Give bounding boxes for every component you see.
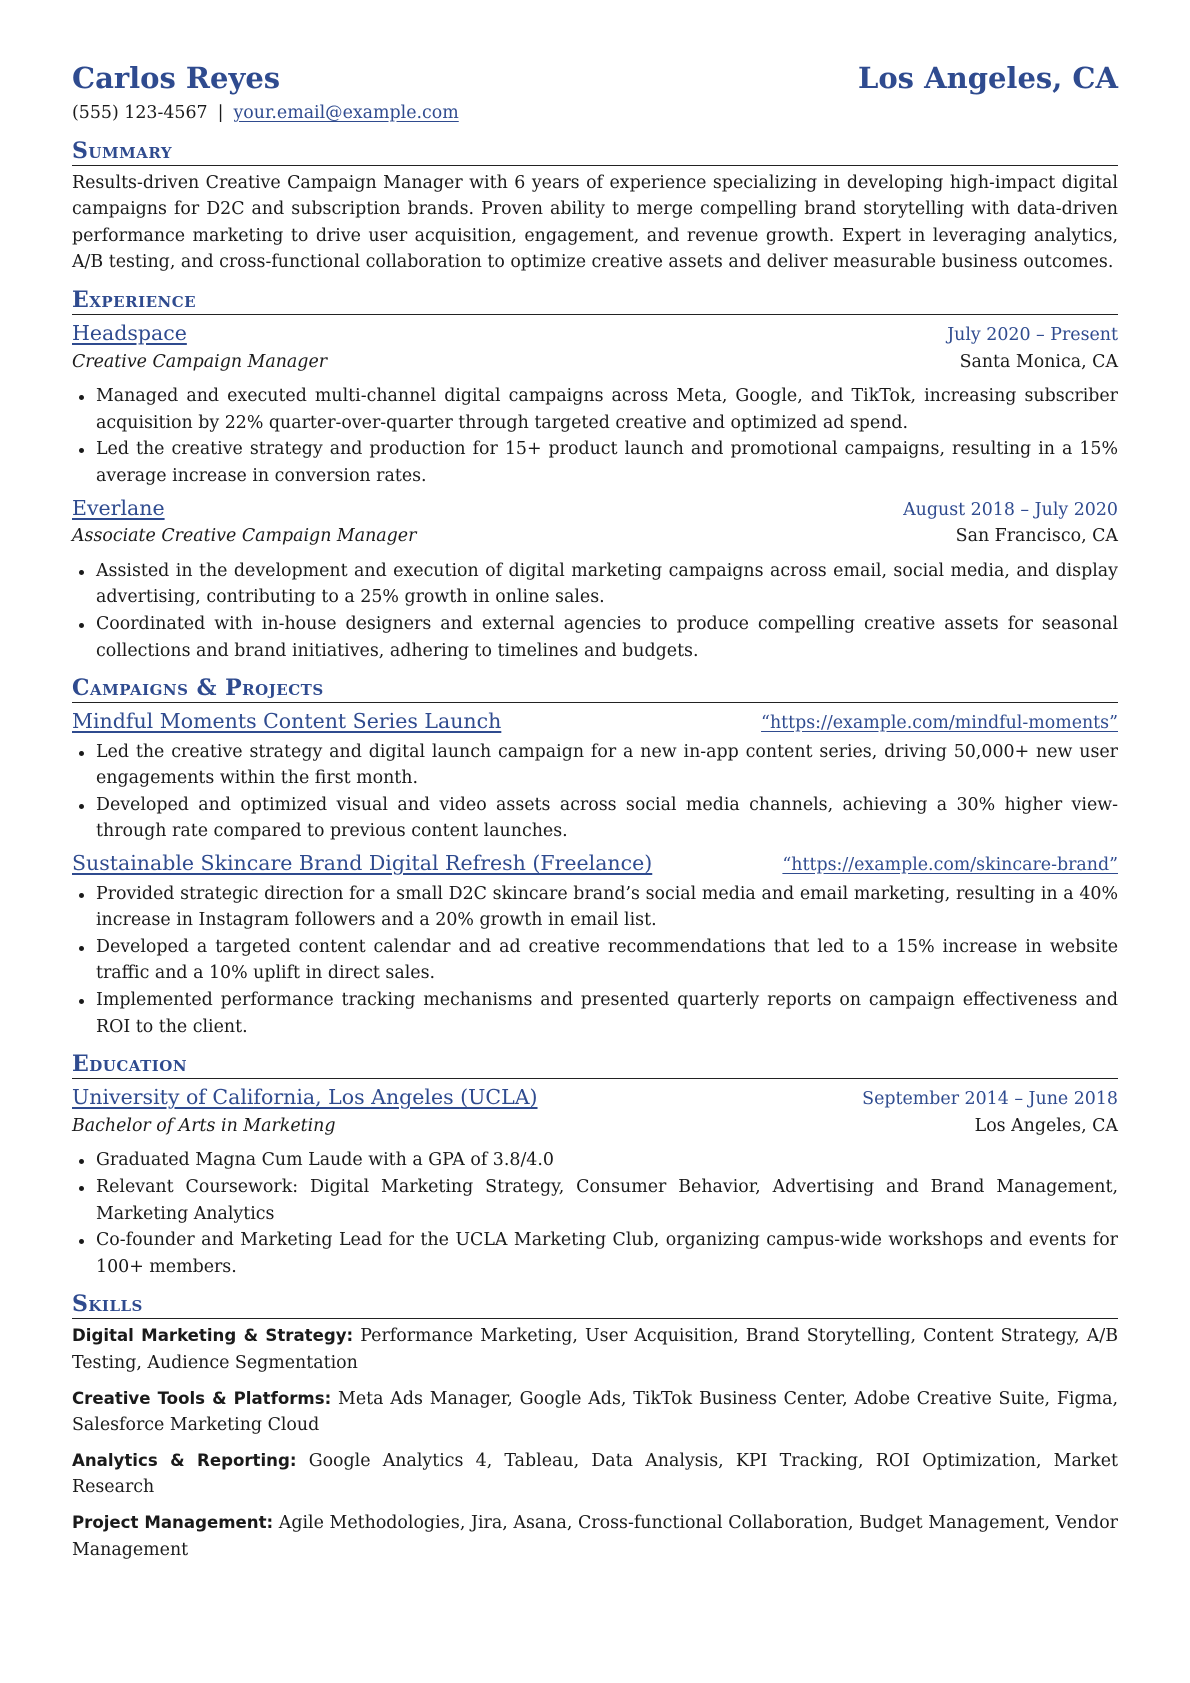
skill-label: Creative Tools & Platforms:	[72, 1388, 332, 1408]
degree: Bachelor of Arts in Marketing	[72, 1115, 336, 1136]
job-bullets	[72, 383, 1118, 489]
bullet-item: Coordinated with in-house designers and external agencies to produce compelling creative assets for seasonal collections and brand initiatives, adhering to timelines and budgets.	[96, 611, 1118, 664]
skill-group	[72, 1510, 1118, 1563]
project-bullets	[72, 739, 1118, 845]
school-link[interactable]: University of California, Los Angeles (UCLA)	[72, 1085, 538, 1110]
bullet-item: Led the creative strategy and production for 15+ product launch and promotional campaigns, resulting in a 15% average increase in conversion rates.	[96, 436, 1118, 489]
skills-list	[72, 1323, 1118, 1563]
bullet-item: Graduated Magna Cum Laude with a GPA of 3.8/4.0	[96, 1147, 1118, 1174]
resume-header	[72, 58, 1118, 98]
education-dates: September 2014 – June 2018	[862, 1089, 1118, 1110]
projects-heading: Campaigns & Projects	[72, 674, 1118, 703]
project-link-skincare[interactable]: Sustainable Skincare Brand Digital Refresh (Freelance)	[72, 851, 653, 876]
project-url-skincare[interactable]: “https://example.com/skincare-brand”	[782, 855, 1118, 876]
skill-group	[72, 1448, 1118, 1501]
bullet-item: Co-founder and Marketing Lead for the UCLA Marketing Club, organizing campus-wide workshops and events for 100+ members.	[96, 1227, 1118, 1280]
skill-text: Meta Ads Manager, Google Ads, TikTok Business Center, Adobe Creative Suite, Figma, Salesforce Marketing Cloud	[72, 1388, 1118, 1436]
summary-heading: Summary	[72, 137, 1118, 166]
bullet-item: Assisted in the development and execution of digital marketing campaigns across email, social media, and display advertising, contributing to a 25% growth in online sales.	[96, 558, 1118, 611]
job-entry-headspace	[72, 319, 1118, 490]
project-entry-skincare	[72, 849, 1118, 1040]
contact-line	[72, 100, 1118, 127]
summary-text: Results-driven Creative Campaign Manager with 6 years of experience specializing in developing high-impact digital campaigns for D2C and subscription brands. Proven ability to merge compelling brand storytelling with data-driven performance marketing to drive user acquisition, engagement, and revenue growth. Expert in leveraging analytics, A/B testing, and cross-functional collaboration to optimize creative assets and deliver measurable business outcomes.	[72, 172, 1118, 273]
project-url-mindful[interactable]: “https://example.com/mindful-moments”	[761, 713, 1118, 734]
project-entry-mindful	[72, 707, 1118, 845]
experience-heading: Experience	[72, 286, 1118, 315]
bullet-item: Developed and optimized visual and video assets across social media channels, achieving a 30% higher view-through rate compared to previous content launches.	[96, 792, 1118, 845]
job-entry-everlane	[72, 494, 1118, 665]
contact-separator: |	[217, 103, 224, 123]
education-bullets	[72, 1147, 1118, 1280]
candidate-location: Los Angeles, CA	[857, 61, 1118, 95]
skill-group	[72, 1386, 1118, 1439]
job-location: San Francisco, CA	[955, 526, 1118, 547]
company-link-everlane[interactable]: Everlane	[72, 495, 165, 520]
job-dates: July 2020 – Present	[947, 324, 1118, 345]
school-location: Los Angeles, CA	[974, 1115, 1118, 1136]
bullet-item: Implemented performance tracking mechanisms and presented quarterly reports on campaign effectiveness and ROI to the client.	[96, 987, 1118, 1040]
education-heading: Education	[72, 1050, 1118, 1079]
skill-group	[72, 1323, 1118, 1376]
job-location: Santa Monica, CA	[959, 351, 1118, 372]
skill-label: Digital Marketing & Strategy:	[72, 1326, 354, 1346]
education-entry	[72, 1083, 1118, 1280]
skill-label: Analytics & Reporting:	[72, 1450, 297, 1470]
skill-text: Performance Marketing, User Acquisition, Brand Storytelling, Content Strategy, A/B Testing, Audience Segmentation	[72, 1326, 1118, 1373]
bullet-item: Developed a targeted content calendar and ad creative recommendations that led to a 15% increase in website traffic and a 10% uplift in direct sales.	[96, 934, 1118, 987]
candidate-name: Carlos Reyes	[72, 61, 281, 95]
company-link-headspace[interactable]: Headspace	[72, 320, 187, 345]
job-role: Creative Campaign Manager	[72, 351, 328, 372]
job-bullets	[72, 558, 1118, 664]
bullet-item: Relevant Coursework: Digital Marketing Strategy, Consumer Behavior, Advertising and Brand Management, Marketing Analytics	[96, 1174, 1118, 1227]
skills-heading: Skills	[72, 1290, 1118, 1319]
bullet-item: Provided strategic direction for a small D2C skincare brand’s social media and email marketing, resulting in a 40% increase in Instagram followers and a 20% growth in email list.	[96, 881, 1118, 934]
skill-label: Project Management:	[72, 1512, 274, 1532]
job-role: Associate Creative Campaign Manager	[72, 526, 417, 547]
bullet-item: Managed and executed multi-channel digital campaigns across Meta, Google, and TikTok, increasing subscriber acquisition by 22% quarter-over-quarter through targeted creative and optimized ad spend.	[96, 383, 1118, 436]
job-dates: August 2018 – July 2020	[903, 499, 1118, 520]
project-link-mindful[interactable]: Mindful Moments Content Series Launch	[72, 709, 502, 734]
email-link[interactable]: your.email@example.com	[233, 103, 459, 123]
project-bullets	[72, 881, 1118, 1041]
bullet-item: Led the creative strategy and digital launch campaign for a new in-app content series, driving 50,000+ new user engagements within the first month.	[96, 739, 1118, 792]
phone-number: (555) 123-4567	[72, 103, 208, 123]
skill-text: Agile Methodologies, Jira, Asana, Cross-functional Collaboration, Budget Management, Vendor Management	[72, 1512, 1118, 1560]
skill-text: Google Analytics 4, Tableau, Data Analysis, KPI Tracking, ROI Optimization, Market Research	[72, 1450, 1118, 1498]
